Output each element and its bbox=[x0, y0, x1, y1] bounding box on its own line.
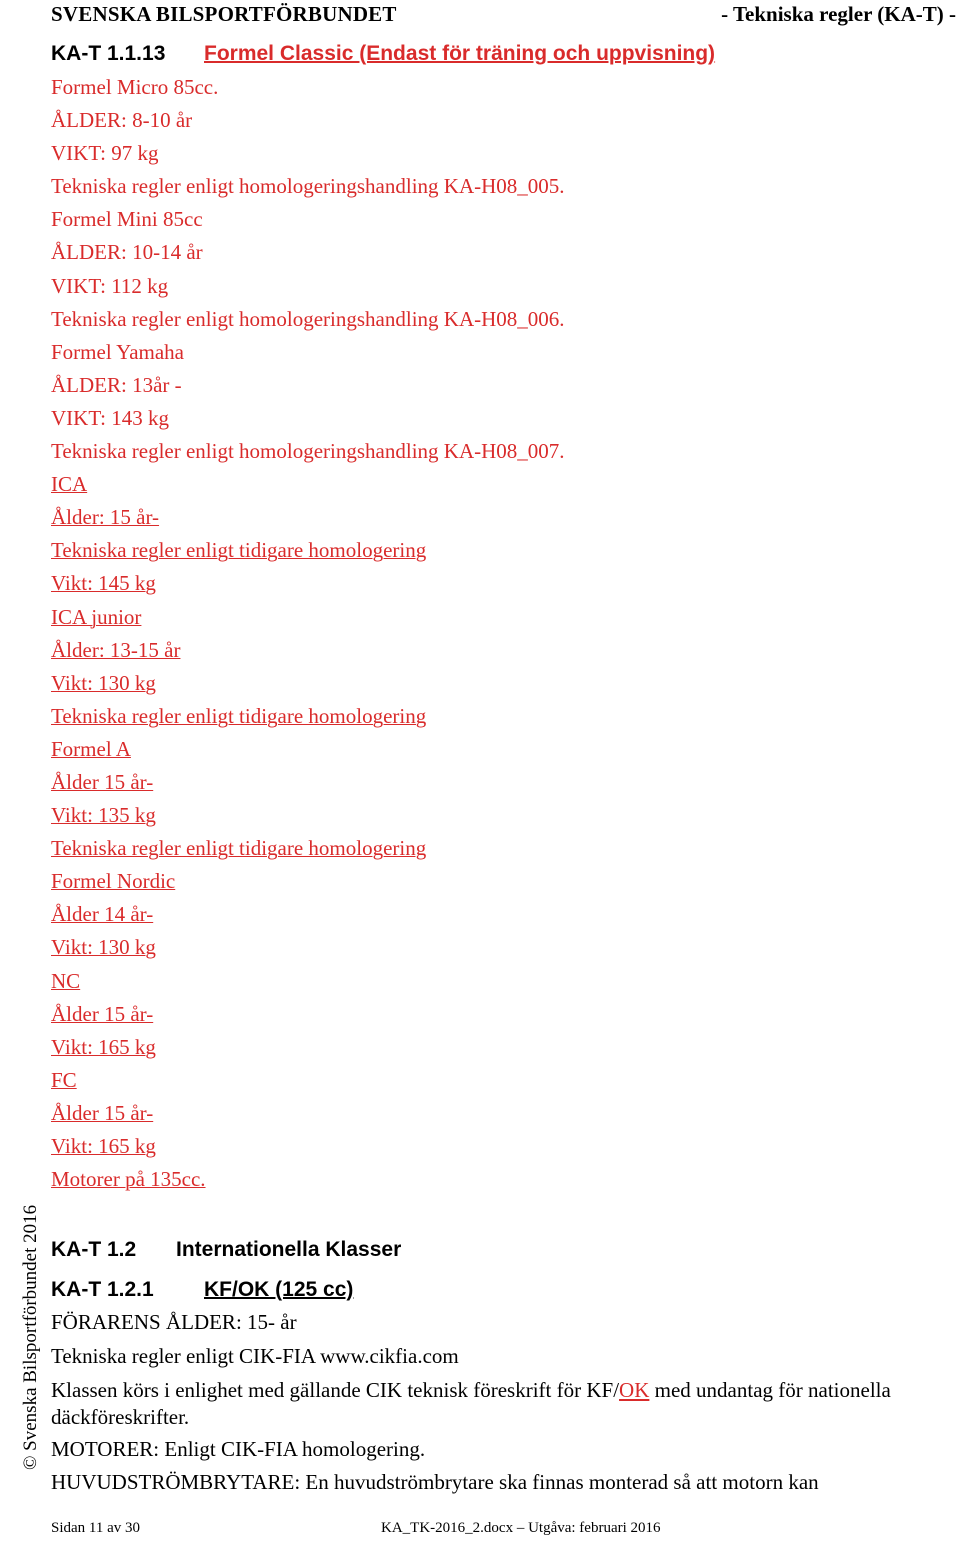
classic-list-item bbox=[51, 103, 565, 136]
classic-list-item bbox=[51, 302, 565, 335]
classic-list-item-text: Formel A bbox=[51, 736, 131, 761]
classic-list-item-text: FC bbox=[51, 1067, 77, 1092]
section-number: KA-T 1.2 bbox=[51, 1238, 137, 1261]
classic-list-item-text: VIKT: 112 kg bbox=[51, 273, 169, 298]
classic-list-item bbox=[51, 1162, 565, 1195]
classic-list-item bbox=[51, 930, 565, 963]
classic-list-item bbox=[51, 997, 565, 1030]
classic-list-item-text: ICA junior bbox=[51, 604, 142, 629]
classic-list-item bbox=[51, 1129, 565, 1162]
header-org: SVENSKA BILSPORTFÖRBUNDET bbox=[51, 2, 397, 26]
classic-list-item-text: ICA bbox=[51, 472, 88, 497]
section-number: KA-T 1.2.1 bbox=[51, 1278, 154, 1301]
classic-list-item bbox=[51, 600, 565, 633]
classic-list-item-text: Tekniska regler enligt tidigare homologering bbox=[51, 836, 427, 861]
kf-description-text-b: med undantag för nationella däckföreskrifter. bbox=[51, 1378, 891, 1429]
classic-list-item bbox=[51, 434, 565, 467]
classic-list-item bbox=[51, 500, 565, 533]
classic-list-item bbox=[51, 202, 565, 235]
classic-list-item-text: Tekniska regler enligt tidigare homologering bbox=[51, 538, 427, 563]
classic-list-item-text: Vikt: 165 kg bbox=[51, 1034, 156, 1059]
footer-file-info: KA_TK-2016_2.docx – Utgåva: februari 2016 bbox=[381, 1520, 661, 1536]
classic-list-item-text: ÅLDER: 8-10 år bbox=[51, 108, 193, 133]
classic-list-item-text: Ålder 15 år- bbox=[51, 769, 154, 794]
classic-list-item bbox=[51, 798, 565, 831]
kf-driver-age: FÖRARENS ÅLDER: 15- år bbox=[51, 1310, 297, 1334]
formel-classic-list bbox=[51, 70, 565, 1195]
classic-list-item bbox=[51, 269, 565, 302]
classic-list-item bbox=[51, 533, 565, 566]
kf-description-ok: OK bbox=[619, 1378, 650, 1402]
classic-list-item bbox=[51, 70, 565, 103]
classic-list-item-text: VIKT: 143 kg bbox=[51, 405, 169, 430]
classic-list-item-text: Ålder 15 år- bbox=[51, 1100, 154, 1125]
kf-technical-rules: Tekniska regler enligt CIK-FIA www.cikfia.com bbox=[51, 1344, 459, 1368]
classic-list-item bbox=[51, 1096, 565, 1129]
classic-list-item bbox=[51, 765, 565, 798]
kf-motor: MOTORER: Enligt CIK-FIA homologering. bbox=[51, 1437, 426, 1461]
page-header bbox=[51, 2, 956, 28]
classic-list-item-text: Formel Micro 85cc. bbox=[51, 75, 219, 99]
classic-list-item bbox=[51, 666, 565, 699]
classic-list-item bbox=[51, 335, 565, 368]
kf-description bbox=[51, 1377, 921, 1431]
classic-list-item bbox=[51, 699, 565, 732]
kf-description-text-a: Klassen körs i enlighet med gällande CIK teknisk föreskrift för KF/ bbox=[51, 1378, 620, 1402]
classic-list-item-text: Ålder 15 år- bbox=[51, 1001, 154, 1026]
classic-list-item-text: Tekniska regler enligt tidigare homologering bbox=[51, 703, 427, 728]
kf-main-switch: HUVUDSTRÖMBRYTARE: En huvudströmbrytare ska finnas monterad så att motorn kan bbox=[51, 1470, 819, 1494]
classic-list-item-text: ÅLDER: 10-14 år bbox=[51, 240, 203, 265]
classic-list-item bbox=[51, 864, 565, 897]
classic-list-item bbox=[51, 732, 565, 765]
classic-list-item-text: VIKT: 97 kg bbox=[51, 141, 159, 166]
classic-list-item bbox=[51, 1063, 565, 1096]
classic-list-item-text: Tekniska regler enligt homologeringshandling KA-H08_007. bbox=[51, 439, 565, 464]
classic-list-item-text: Vikt: 135 kg bbox=[51, 803, 156, 828]
classic-list-item-text: Motorer på 135cc. bbox=[51, 1167, 206, 1192]
classic-list-item bbox=[51, 964, 565, 997]
classic-list-item-text: Ålder: 13-15 år bbox=[51, 637, 181, 662]
classic-list-item-text: Formel Yamaha bbox=[51, 339, 184, 364]
section-title: KF/OK (125 cc) bbox=[204, 1278, 354, 1301]
classic-list-item bbox=[51, 467, 565, 500]
section-title: Formel Classic (Endast för träning och uppvisning) bbox=[204, 42, 716, 65]
classic-list-item bbox=[51, 401, 565, 434]
classic-list-item-text: Vikt: 145 kg bbox=[51, 571, 156, 596]
classic-list-item bbox=[51, 633, 565, 666]
classic-list-item-text: ÅLDER: 13år - bbox=[51, 372, 182, 397]
section-heading-1-2 bbox=[51, 1238, 402, 1262]
classic-list-item-text: Formel Nordic bbox=[51, 869, 176, 894]
classic-list-item bbox=[51, 897, 565, 930]
classic-list-item bbox=[51, 235, 565, 268]
header-doc-title: - Tekniska regler (KA-T) - bbox=[721, 2, 956, 26]
section-heading-1-1-13 bbox=[51, 42, 716, 66]
classic-list-item bbox=[51, 831, 565, 864]
classic-list-item-text: Tekniska regler enligt homologeringshandling KA-H08_006. bbox=[51, 306, 565, 331]
classic-list-item-text: Formel Mini 85cc bbox=[51, 207, 203, 232]
classic-list-item bbox=[51, 169, 565, 202]
classic-list-item-text: NC bbox=[51, 968, 81, 993]
section-number: KA-T 1.1.13 bbox=[51, 42, 166, 65]
section-heading-1-2-1 bbox=[51, 1278, 354, 1302]
classic-list-item-text: Ålder 14 år- bbox=[51, 902, 154, 927]
section-title: Internationella Klasser bbox=[176, 1238, 402, 1261]
classic-list-item bbox=[51, 136, 565, 169]
classic-list-item-text: Ålder: 15 år- bbox=[51, 505, 160, 530]
classic-list-item bbox=[51, 1030, 565, 1063]
classic-list-item-text: Vikt: 130 kg bbox=[51, 935, 156, 960]
classic-list-item bbox=[51, 566, 565, 599]
footer-page-number: Sidan 11 av 30 bbox=[51, 1520, 141, 1536]
classic-list-item-text: Vikt: 130 kg bbox=[51, 670, 156, 695]
classic-list-item bbox=[51, 368, 565, 401]
classic-list-item-text: Vikt: 165 kg bbox=[51, 1134, 156, 1158]
side-copyright: © Svenska Bilsportförbundet 2016 bbox=[20, 1204, 41, 1470]
classic-list-item-text: Tekniska regler enligt homologeringshandling KA-H08_005. bbox=[51, 174, 565, 199]
